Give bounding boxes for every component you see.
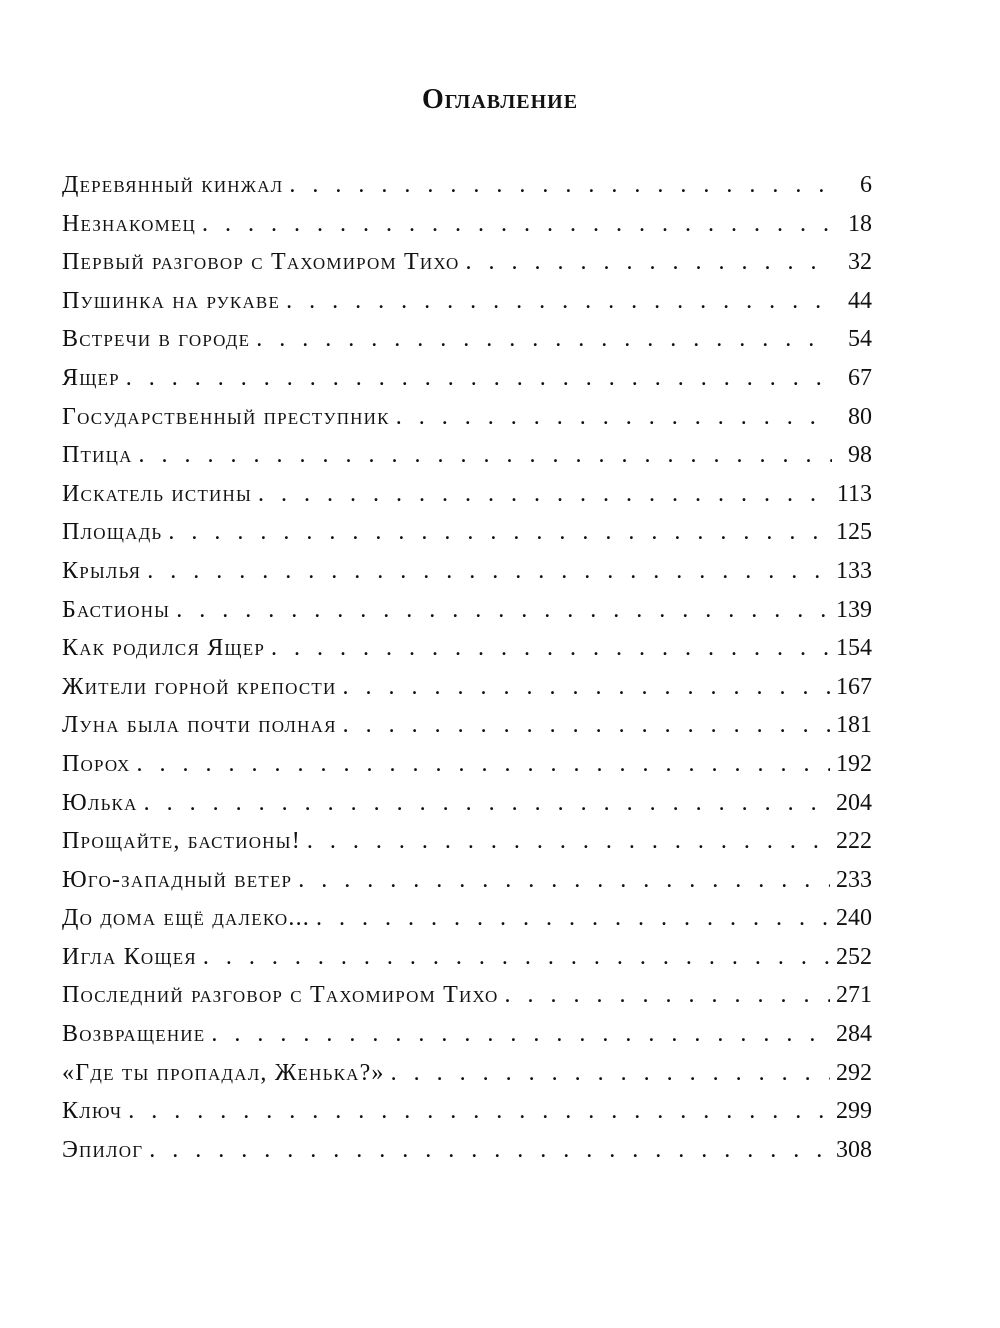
page-number: 133 [836, 557, 872, 584]
page-number: 44 [848, 287, 872, 314]
dot-leader [289, 166, 832, 205]
page-number: 98 [848, 442, 872, 469]
dot-leader [144, 784, 830, 823]
toc-entry [62, 784, 872, 823]
dot-leader [286, 282, 832, 321]
toc-entry [62, 166, 872, 205]
dot-leader [396, 398, 832, 437]
toc-entry [62, 552, 872, 591]
dot-leader [307, 822, 830, 861]
page-number: 299 [836, 1098, 872, 1125]
chapter-title: Крылья [62, 557, 142, 584]
page-number: 252 [836, 943, 872, 970]
dot-leader [137, 745, 831, 784]
chapter-title: «Где ты пропадал, Женька?» [62, 1059, 385, 1086]
toc-entry [62, 320, 872, 359]
dot-leader [343, 706, 830, 745]
chapter-title: Возвращение [62, 1021, 206, 1048]
chapter-title: Порох [62, 750, 131, 777]
dot-leader [256, 320, 832, 359]
page-number: 192 [836, 750, 872, 777]
page-number: 233 [836, 866, 872, 893]
dot-leader [126, 359, 832, 398]
dot-leader [149, 1131, 830, 1170]
chapter-title: Деревянный кинжал [62, 172, 284, 198]
toc-entry [62, 591, 872, 630]
chapter-title: Встречи в городе [62, 326, 251, 353]
dot-leader [391, 1054, 830, 1093]
toc-entry [62, 976, 872, 1015]
toc-entry [62, 938, 872, 977]
chapter-title: Жители горной крепости [62, 673, 337, 700]
page-number: 113 [836, 480, 872, 507]
page-number: 240 [836, 905, 872, 932]
toc-entry [62, 1092, 872, 1131]
toc-entry [62, 822, 872, 861]
toc-entry [62, 398, 872, 437]
page-number: 125 [836, 519, 872, 546]
page-number: 271 [836, 982, 872, 1009]
page-number: 308 [836, 1136, 872, 1163]
toc-entry [62, 668, 872, 707]
page-number: 139 [836, 596, 872, 623]
table-of-contents [62, 166, 872, 1169]
toc-entry [62, 243, 872, 282]
toc-entry [62, 1054, 872, 1093]
toc-entry [62, 861, 872, 900]
page-number: 167 [836, 673, 872, 700]
dot-leader [258, 475, 831, 514]
toc-entry [62, 205, 872, 244]
toc-entry [62, 1015, 872, 1054]
page-number: 292 [836, 1059, 872, 1086]
toc-entry [62, 745, 872, 784]
toc-entry [62, 359, 872, 398]
toc-entry [62, 282, 872, 321]
chapter-title: Эпилог [62, 1136, 144, 1163]
page-title: Оглавление [421, 84, 579, 115]
chapter-title: Как родился Ящер [62, 635, 265, 662]
page-number: 204 [836, 789, 872, 816]
page-number: 54 [848, 326, 872, 353]
page-number: 284 [836, 1021, 872, 1048]
dot-leader [147, 552, 830, 591]
dot-leader [176, 591, 830, 630]
chapter-title: Площадь [62, 519, 163, 546]
toc-entry [62, 706, 872, 745]
page-number: 80 [848, 403, 872, 430]
chapter-title: Пушинка на рукаве [62, 287, 281, 314]
toc-entry [62, 436, 872, 475]
chapter-title: Первый разговор с Тахомиром Тихо [62, 249, 460, 276]
chapter-title: До дома ещё далеко... [62, 905, 311, 932]
chapter-title: Государственный преступник [62, 403, 390, 430]
page-number: 154 [836, 635, 872, 662]
chapter-title: Ящер [62, 364, 120, 391]
chapter-title: Юго-западный ветер [62, 866, 293, 893]
dot-leader [203, 938, 830, 977]
chapter-title: Юлька [62, 789, 138, 816]
dot-leader [342, 668, 830, 707]
dot-leader [298, 861, 830, 900]
chapter-title: Последний разговор с Тахомиром Тихо [62, 982, 499, 1009]
chapter-title: Ключ [62, 1098, 123, 1125]
page-number: 32 [848, 249, 872, 276]
chapter-title: Игла Кощея [62, 943, 197, 970]
dot-leader [128, 1092, 830, 1131]
dot-leader [139, 436, 832, 475]
page-number: 18 [848, 210, 872, 237]
toc-entry [62, 1131, 872, 1170]
page-number: 222 [836, 828, 872, 855]
chapter-title: Бастионы [62, 596, 171, 623]
chapter-title: Искатель истины [62, 480, 253, 507]
chapter-title: Незнакомец [62, 210, 196, 237]
dot-leader [465, 243, 832, 282]
dot-leader [271, 629, 830, 668]
dot-leader [316, 899, 830, 938]
page-number: 6 [860, 172, 872, 198]
toc-entry [62, 513, 872, 552]
chapter-title: Птица [62, 442, 133, 469]
page-number: 67 [848, 364, 872, 391]
chapter-title: Прощайте, бастионы! [62, 828, 301, 855]
dot-leader [168, 513, 830, 552]
page-number: 181 [836, 712, 872, 739]
dot-leader [505, 976, 830, 1015]
toc-entry [62, 899, 872, 938]
chapter-title: Луна была почти полная [62, 712, 337, 739]
dot-leader [211, 1015, 830, 1054]
dot-leader [202, 205, 832, 244]
toc-entry [62, 475, 872, 514]
toc-entry [62, 629, 872, 668]
